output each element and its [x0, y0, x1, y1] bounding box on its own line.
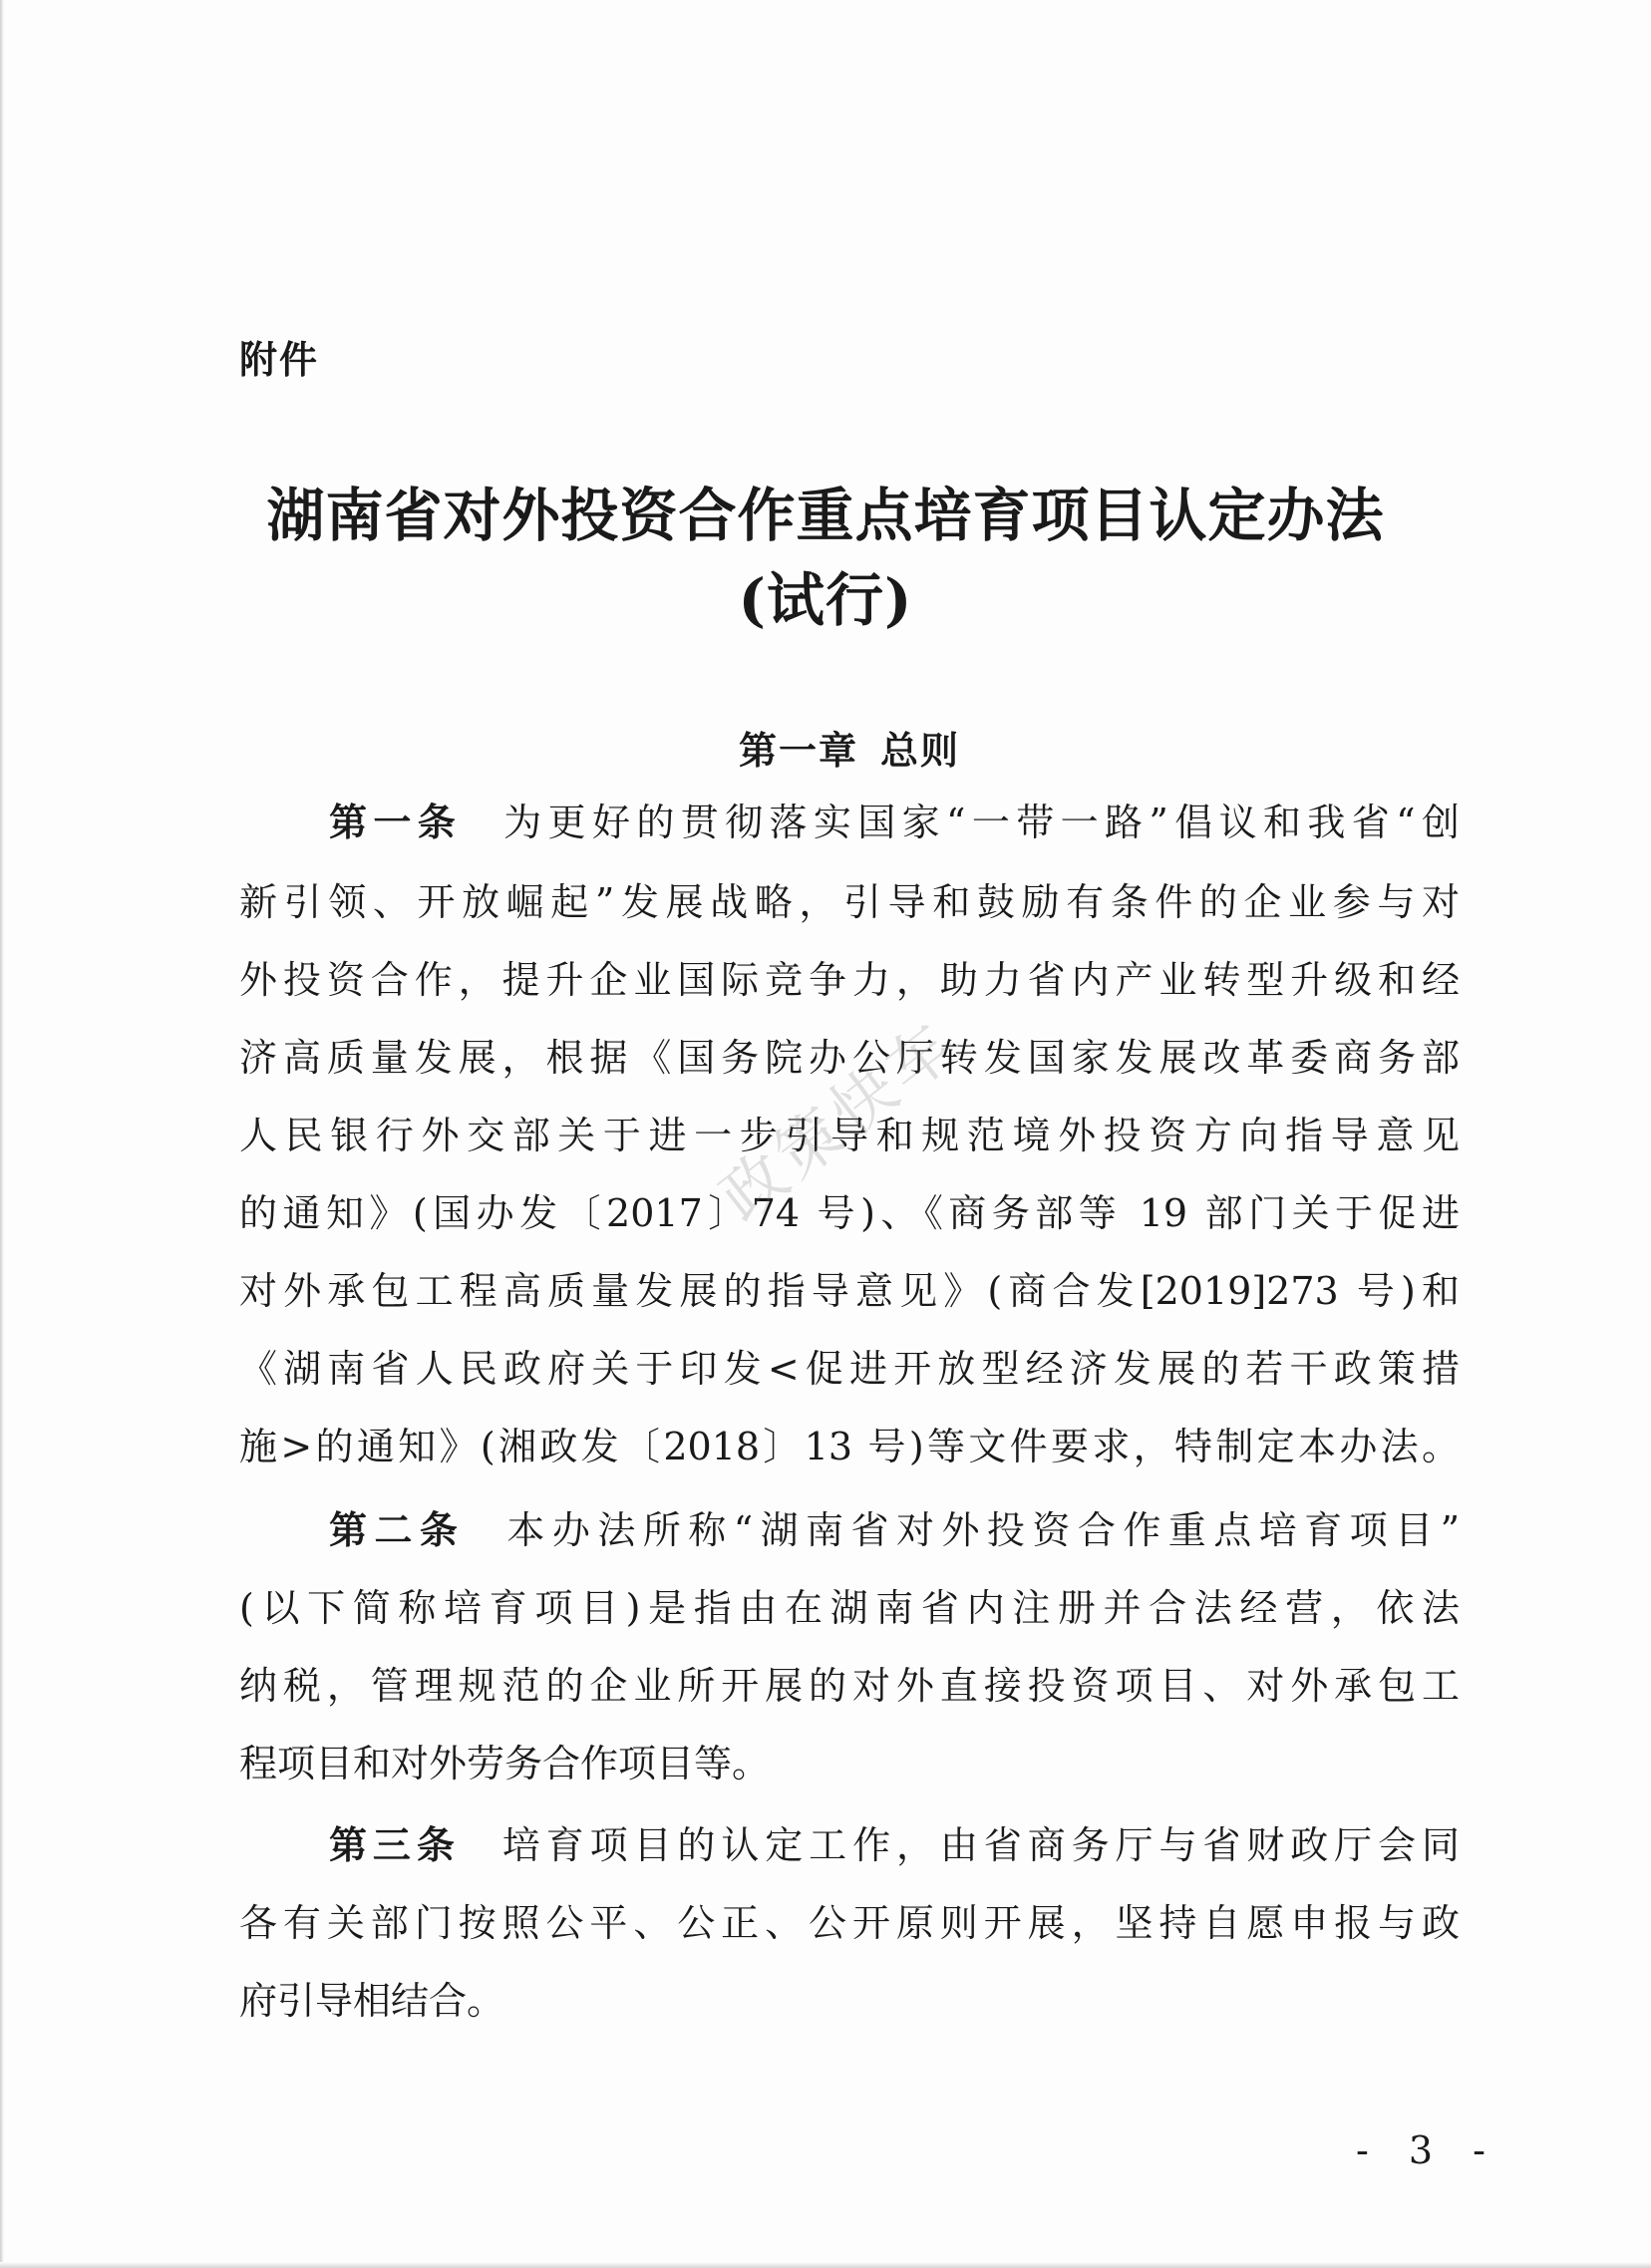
scan-edge-bottom — [0, 2262, 1651, 2268]
article-3-line-3: 府引导相结合。 — [239, 1979, 505, 2023]
article-1-line-1: 第一条 为更好的贯彻落实国家“一带一路”倡议和我省“创 — [329, 801, 1460, 844]
article-label: 第一条 — [329, 801, 463, 844]
scan-edge — [0, 0, 4, 2268]
article-1-line-7: 对外承包工程高质量发展的指导意见》(商合发[2019]273 号)和 — [239, 1269, 1460, 1313]
page-number: - 3 - — [1356, 2128, 1500, 2172]
chapter-heading — [239, 720, 1460, 775]
document-title: 湖南省对外投资合作重点培育项目认定办法 — [266, 482, 1385, 549]
chapter-name: 总则 — [880, 729, 961, 773]
article-2-line-2: (以下简称培育项目)是指由在湖南省内注册并合法经营，依法 — [239, 1586, 1460, 1630]
article-1-line-3: 外投资合作，提升企业国际竞争力，助力省内产业转型升级和经 — [239, 958, 1460, 1002]
watermark: 政策快车 — [707, 1006, 973, 1237]
article-2-line-3: 纳税，管理规范的企业所开展的对外直接投资项目、对外承包工 — [239, 1664, 1460, 1708]
article-3-line-2: 各有关部门按照公平、公正、公开原则开展，坚持自愿申报与政 — [239, 1901, 1460, 1945]
article-1-line-8: 《湖南省人民政府关于印发<促进开放型经济发展的若干政策措 — [239, 1347, 1460, 1391]
article-2-line-1: 第二条 本办法所称“湖南省对外投资合作重点培育项目” — [329, 1508, 1460, 1552]
document-subtitle: (试行) — [738, 566, 913, 634]
article-1-line-5: 人民银行外交部关于进一步引导和规范境外投资方向指导意见 — [239, 1114, 1460, 1157]
article-label: 第二条 — [329, 1508, 466, 1552]
article-1-line-2: 新引领、开放崛起”发展战略，引导和鼓励有条件的企业参与对 — [239, 880, 1460, 924]
article-1-line-6: 的通知》(国办发〔2017〕74 号)、《商务部等 19 部门关于促进 — [239, 1191, 1460, 1235]
article-1-line-9: 施>的通知》(湘政发〔2018〕13 号)等文件要求，特制定本办法。 — [239, 1425, 1460, 1468]
article-1-line-4: 济高质量发展，根据《国务院办公厅转发国家发展改革委商务部 — [239, 1036, 1460, 1080]
article-2-line-4: 程项目和对外劳务合作项目等。 — [239, 1742, 771, 1785]
chapter-number: 第一章 — [738, 729, 858, 773]
attachment-label: 附件 — [239, 338, 320, 382]
article-label: 第三条 — [329, 1823, 461, 1867]
article-3-line-1: 第三条 培育项目的认定工作，由省商务厅与省财政厅会同 — [329, 1823, 1460, 1867]
